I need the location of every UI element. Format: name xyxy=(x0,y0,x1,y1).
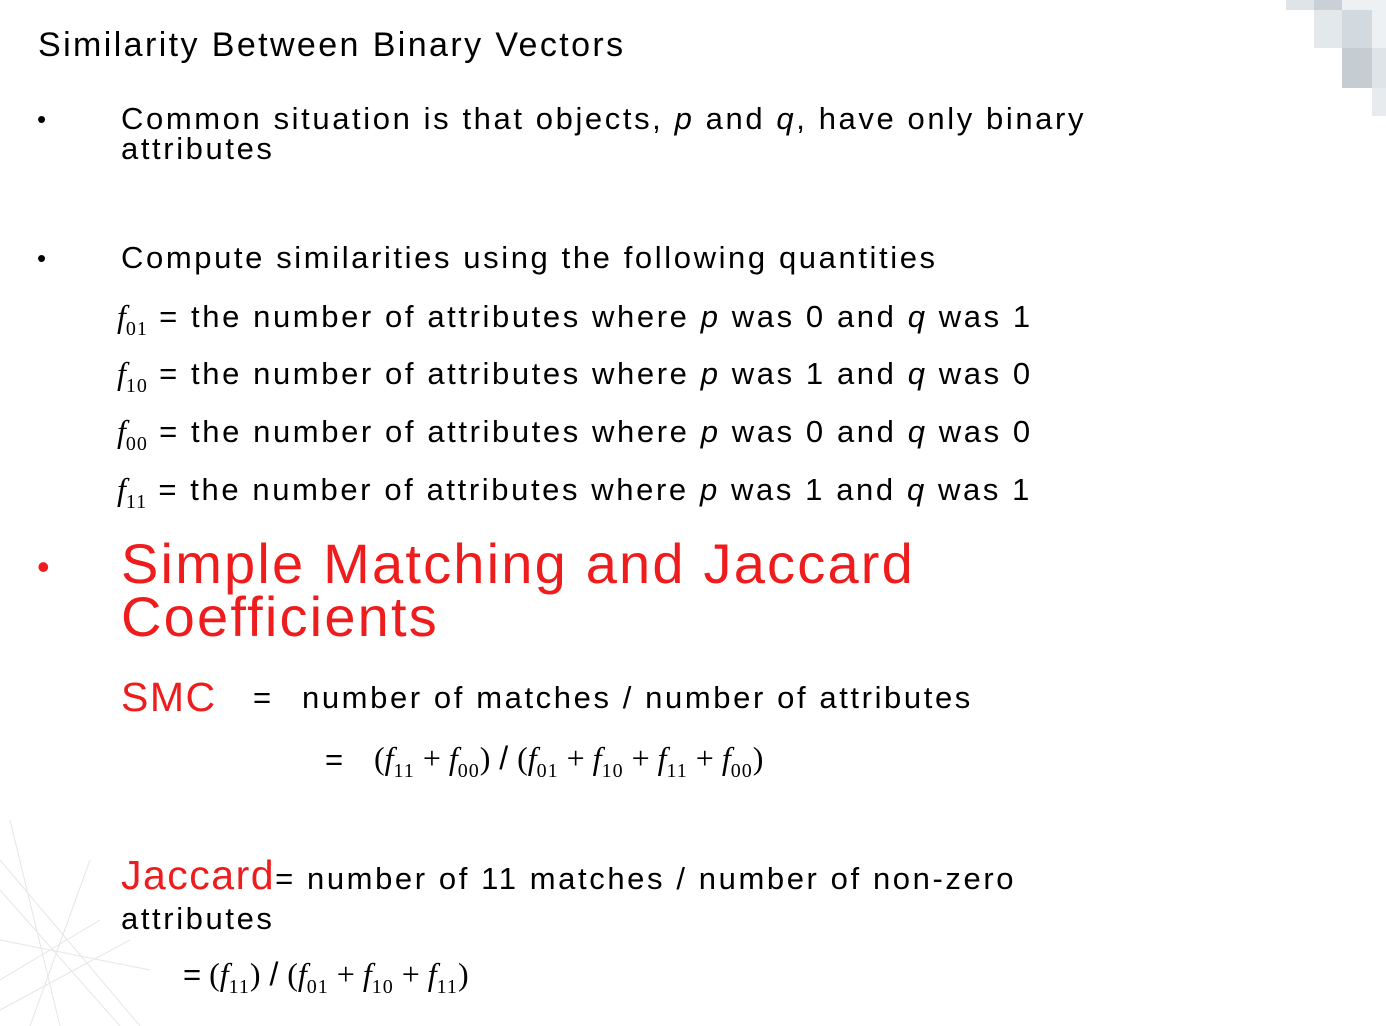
bullet1-text: Common situation is that objects, p and q, have only binary attributes xyxy=(121,101,1087,166)
corner-decoration xyxy=(1286,0,1386,120)
smc-label: SMC xyxy=(121,674,217,720)
definition-f11: $f_{11}$ = the number of attributes where p was 1 and q was 1 xyxy=(117,471,1032,513)
bullet-marker: • xyxy=(37,546,50,587)
bullet-marker: • xyxy=(37,243,47,273)
jaccard-label: Jaccard xyxy=(121,852,276,898)
section-heading: Simple Matching and Jaccard Coefficients xyxy=(121,532,915,648)
definition-f00: $f_{00}$ = the number of attributes where p was 0 and q was 0 xyxy=(117,413,1033,455)
smc-definition: number of matches / number of attributes xyxy=(302,680,973,715)
definition-f10: $f_{10}$ = the number of attributes where p was 1 and q was 0 xyxy=(117,355,1033,397)
bullet-marker: • xyxy=(37,104,47,134)
jaccard-definition: Jaccard= number of 11 matches / number of non-zero attributes xyxy=(121,852,1017,936)
smc-formula: $(f_{11} + f_{00}) / (f_{01} + f_{10} + f_{11} + f_{00})$ xyxy=(374,740,764,782)
jaccard-formula: = $(f_{11}) / (f_{01} + f_{10} + f_{11})$ xyxy=(183,956,469,998)
page-title: Similarity Between Binary Vectors xyxy=(38,26,626,64)
bullet2-text: Compute similarities using the following quantities xyxy=(121,240,938,275)
smc-formula-equals: = xyxy=(325,742,346,777)
definition-f01: $f_{01}$ = the number of attributes where p was 0 and q was 1 xyxy=(117,298,1033,340)
smc-equals: = xyxy=(253,680,274,715)
